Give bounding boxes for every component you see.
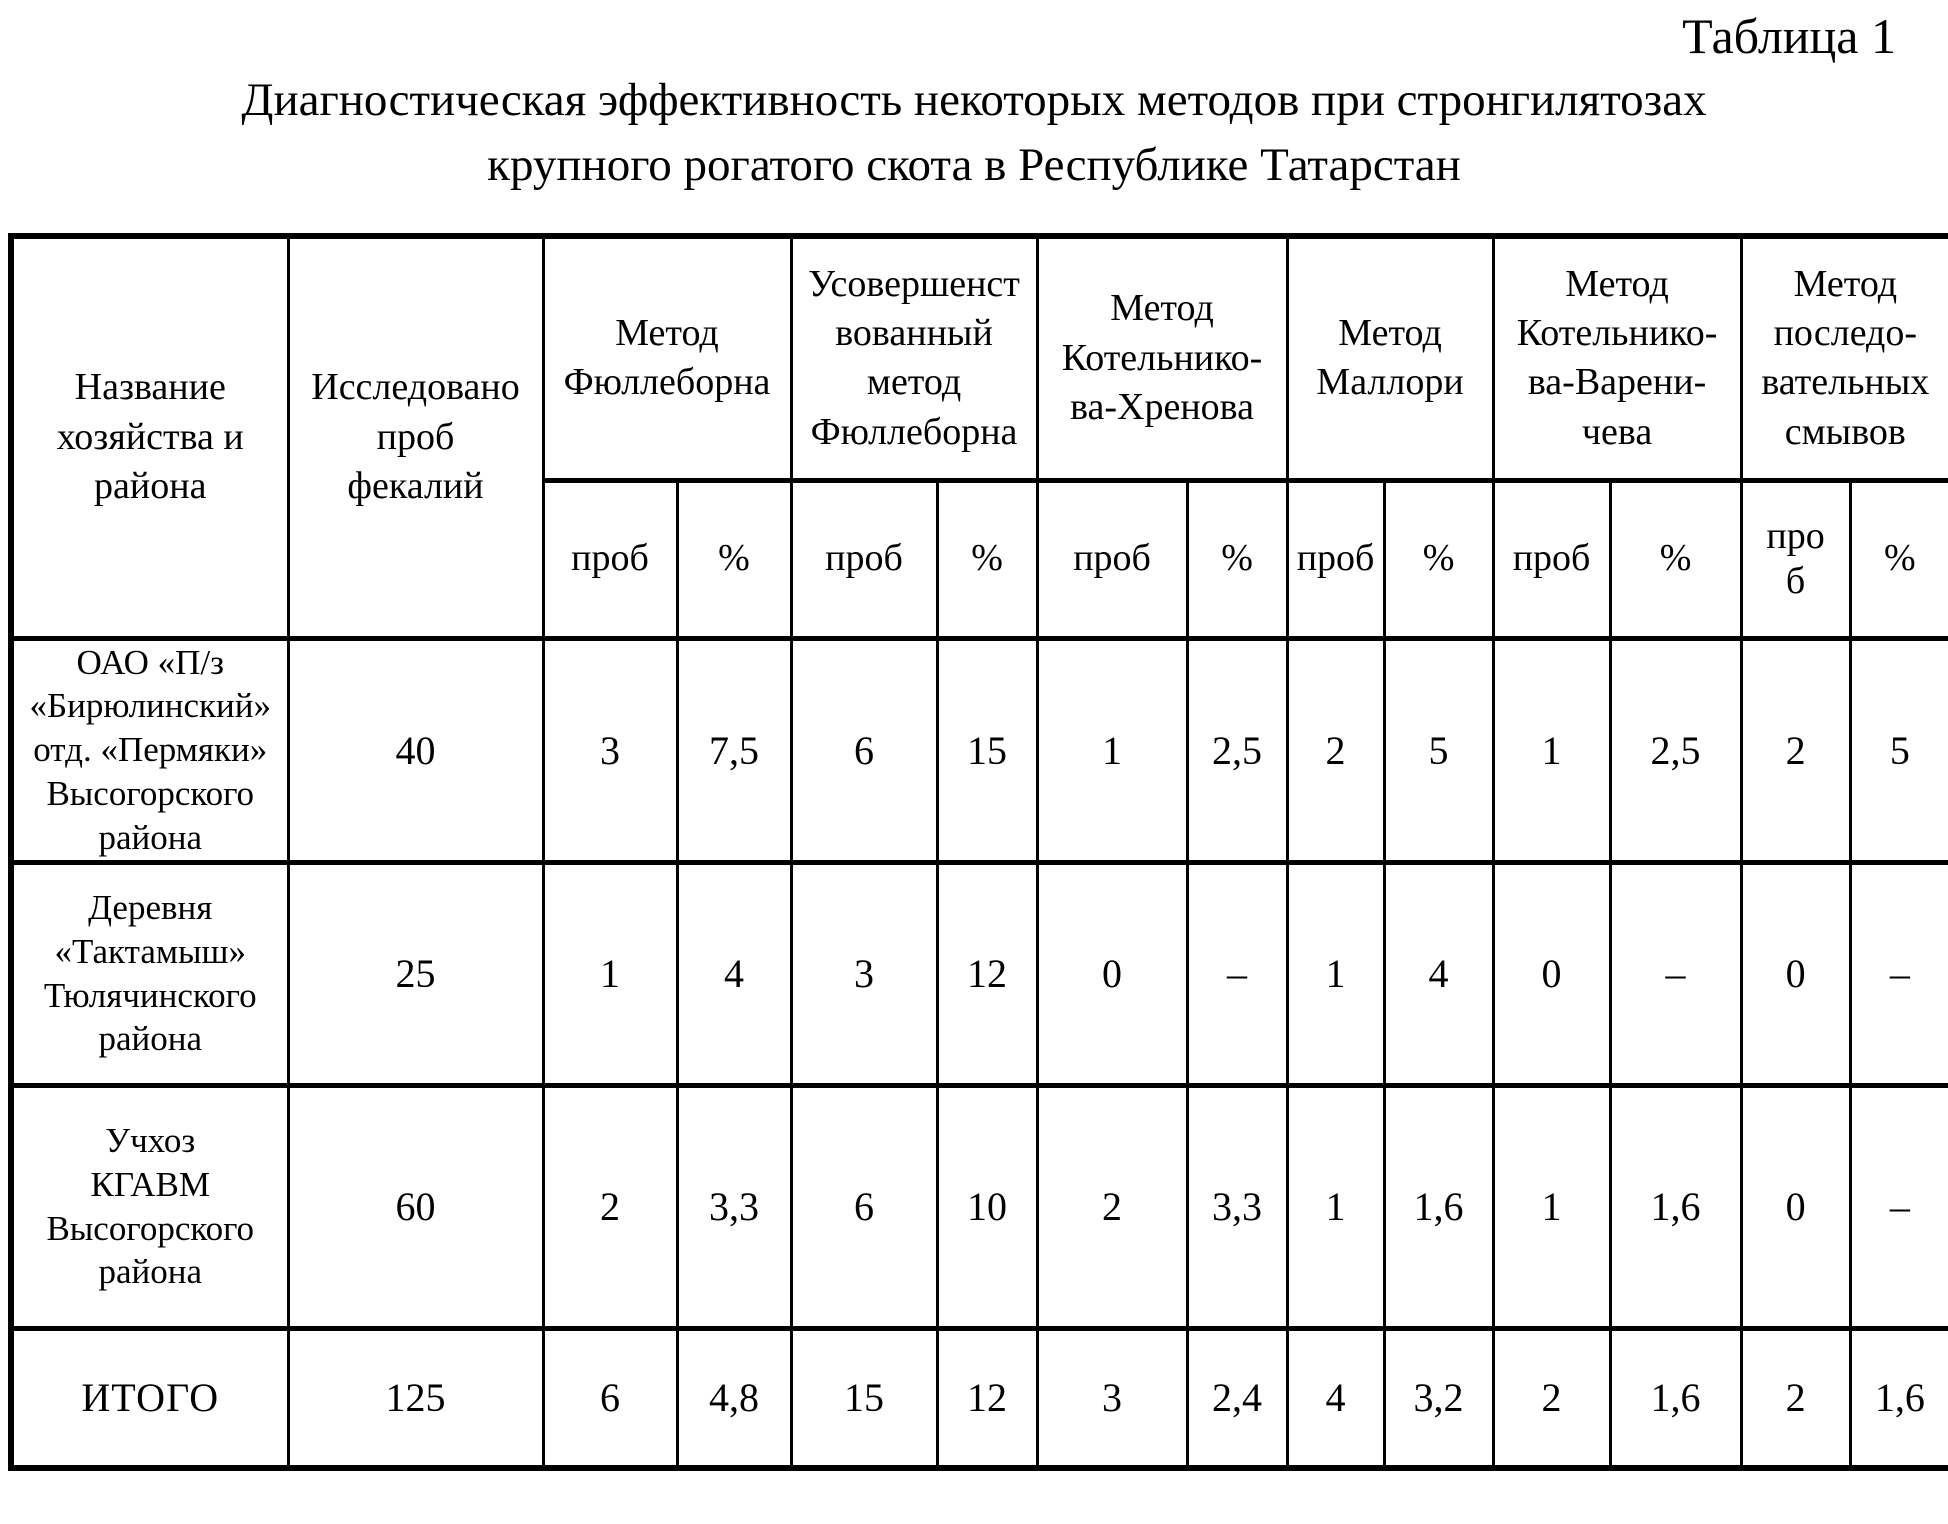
subheader-prob: про б — [1741, 480, 1850, 638]
subheader-prob: проб — [543, 480, 677, 638]
data-cell: 15 — [937, 638, 1037, 862]
data-cell: 5 — [1384, 638, 1493, 862]
data-cell: 2 — [1741, 1328, 1850, 1468]
header-method-fyulleborn: Метод Фюллеборна — [543, 236, 791, 480]
header-method-kotelnikov-varenichev: Метод Котельнико- ва-Варени- чева — [1493, 236, 1741, 480]
diagnostics-table — [8, 233, 1948, 1471]
subheader-prob: проб — [791, 480, 937, 638]
subheader-prob: проб — [1287, 480, 1384, 638]
data-cell: 1,6 — [1610, 1328, 1741, 1468]
data-cell: 2,5 — [1187, 638, 1287, 862]
data-cell: 4 — [1287, 1328, 1384, 1468]
data-cell: 2 — [1287, 638, 1384, 862]
data-cell: – — [1850, 1085, 1948, 1328]
table-row — [11, 1085, 1948, 1328]
farm-name-cell: Учхоз КГАВМ Высогорского района — [11, 1085, 288, 1328]
data-cell: 3,2 — [1384, 1328, 1493, 1468]
data-cell: 12 — [937, 1328, 1037, 1468]
data-cell: – — [1850, 862, 1948, 1085]
data-cell: 3 — [791, 862, 937, 1085]
data-cell: 12 — [937, 862, 1037, 1085]
data-cell: 4,8 — [677, 1328, 791, 1468]
data-cell: 1 — [1493, 638, 1610, 862]
data-cell: 4 — [677, 862, 791, 1085]
header-method-kotelnikov-khrenov: Метод Котельнико- ва-Хренова — [1037, 236, 1287, 480]
data-cell: 0 — [1037, 862, 1187, 1085]
header-method-sequential-washes: Метод последо- вательных смывов — [1741, 236, 1948, 480]
totals-row — [11, 1328, 1948, 1468]
subheader-percent: % — [937, 480, 1037, 638]
data-cell: 7,5 — [677, 638, 791, 862]
data-cell: 3 — [543, 638, 677, 862]
data-cell: 6 — [791, 638, 937, 862]
data-cell: 125 — [288, 1328, 543, 1468]
data-cell: 0 — [1493, 862, 1610, 1085]
data-cell: 3 — [1037, 1328, 1187, 1468]
data-cell: 6 — [543, 1328, 677, 1468]
data-cell: 3,3 — [677, 1085, 791, 1328]
subheader-percent: % — [1384, 480, 1493, 638]
data-cell: 60 — [288, 1085, 543, 1328]
data-cell: 1,6 — [1610, 1085, 1741, 1328]
totals-label-cell: ИТОГО — [11, 1328, 288, 1468]
document-title-line2: крупного рогатого скота в Республике Татарстан — [487, 139, 1461, 192]
data-cell: 1,6 — [1850, 1328, 1948, 1468]
data-cell: 2,5 — [1610, 638, 1741, 862]
data-cell: 2,4 — [1187, 1328, 1287, 1468]
subheader-percent: % — [1850, 480, 1948, 638]
header-samples-column: Исследовано проб фекалий — [288, 236, 543, 638]
data-cell: 0 — [1741, 1085, 1850, 1328]
data-cell: 5 — [1850, 638, 1948, 862]
header-method-mallory: Метод Маллори — [1287, 236, 1493, 480]
subheader-prob: проб — [1493, 480, 1610, 638]
data-cell: 1 — [1493, 1085, 1610, 1328]
data-cell: 1 — [543, 862, 677, 1085]
data-cell: 2 — [1493, 1328, 1610, 1468]
subheader-prob: проб — [1037, 480, 1187, 638]
data-cell: – — [1610, 862, 1741, 1085]
data-cell: 1 — [1287, 1085, 1384, 1328]
data-cell: 3,3 — [1187, 1085, 1287, 1328]
data-cell: 40 — [288, 638, 543, 862]
data-cell: 1 — [1037, 638, 1187, 862]
data-cell: 1 — [1287, 862, 1384, 1085]
data-cell: 25 — [288, 862, 543, 1085]
data-cell: 4 — [1384, 862, 1493, 1085]
table-row — [11, 638, 1948, 862]
subheader-percent: % — [677, 480, 791, 638]
subheader-percent: % — [1610, 480, 1741, 638]
document-title — [0, 68, 1948, 200]
data-cell: 0 — [1741, 862, 1850, 1085]
data-cell: 2 — [1741, 638, 1850, 862]
table-row — [11, 862, 1948, 1085]
data-cell: – — [1187, 862, 1287, 1085]
data-cell: 1,6 — [1384, 1085, 1493, 1328]
data-cell: 10 — [937, 1085, 1037, 1328]
data-cell: 2 — [1037, 1085, 1187, 1328]
subheader-percent: % — [1187, 480, 1287, 638]
header-method-improved-fyulleborn: Усовершенст вованный метод Фюллеборна — [791, 236, 1037, 480]
document-title-line1: Диагностическая эффективность некоторых методов при стронгилятозах — [241, 73, 1707, 126]
header-farm-column: Название хозяйства и района — [11, 236, 288, 638]
data-cell: 15 — [791, 1328, 937, 1468]
data-cell: 6 — [791, 1085, 937, 1328]
document-page — [0, 8, 1948, 1524]
data-cell: 2 — [543, 1085, 677, 1328]
table-caption-label: Таблица 1 — [1682, 8, 1896, 64]
header-row-methods — [11, 236, 1948, 480]
farm-name-cell: ОАО «П/з «Бирюлинский» отд. «Пермяки» Высогорского района — [11, 638, 288, 862]
farm-name-cell: Деревня «Тактамыш» Тюлячинского района — [11, 862, 288, 1085]
